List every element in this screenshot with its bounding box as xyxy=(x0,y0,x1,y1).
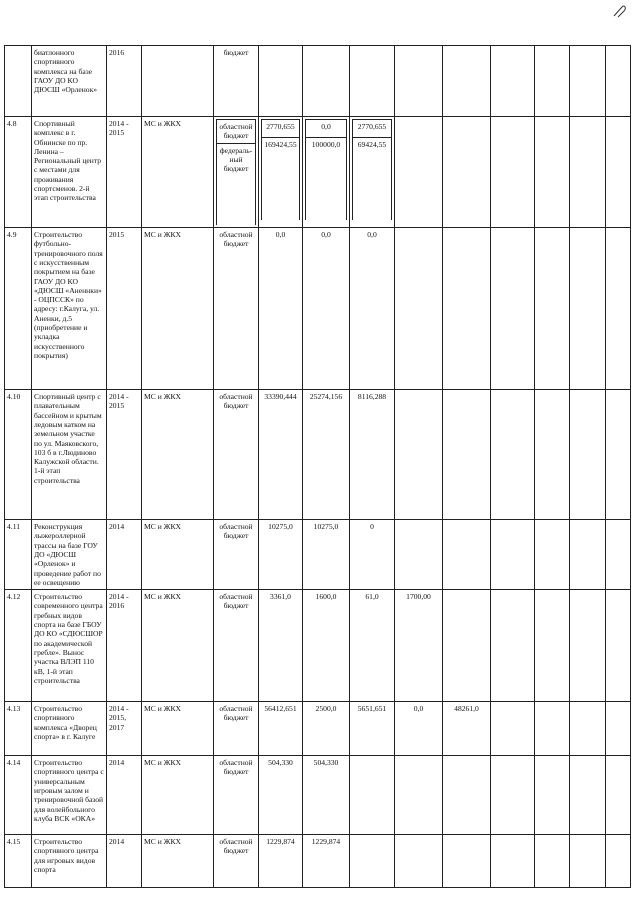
empty-cell xyxy=(535,702,570,756)
amount-value: 0,0 xyxy=(303,228,350,390)
funding-source: федераль-ный бюджет xyxy=(217,143,256,225)
empty-cell xyxy=(606,756,631,835)
funding-source: областной бюджет xyxy=(214,228,259,390)
empty-cell xyxy=(570,590,606,702)
funding-source: областной бюджет xyxy=(214,520,259,590)
amount-value: 61,0 xyxy=(350,590,395,702)
funding-source: бюджет xyxy=(214,46,259,117)
item-name: Строительство современного центра гребных видов спорта на базе ГБОУ ДО КО «СДЮСШОР по академической гребле». Вынос участка ВЛЭП 110 кВ, 1-й этап строительства xyxy=(32,590,107,702)
item-responsible xyxy=(142,46,214,117)
empty-cell xyxy=(570,702,606,756)
item-responsible: МС и ЖКХ xyxy=(142,702,214,756)
item-name: Строительство спортивного центра с универсальным игровым залом и тренировочной базой для волейбольного клуба ВСК «ОКА» xyxy=(32,756,107,835)
table-row xyxy=(5,756,631,835)
amount-value xyxy=(395,117,443,228)
amount-value: 25274,156 xyxy=(303,390,350,520)
item-number xyxy=(5,46,32,117)
empty-cell xyxy=(535,228,570,390)
amount-value xyxy=(443,390,491,520)
item-name: Спортивный центр с плавательным бассейном и крытым ледовым катком на земельном участке по ул. Маяковского, 103 б в г.Людиново Калужской области. 1-й этап строительства xyxy=(32,390,107,520)
empty-cell xyxy=(491,46,535,117)
funding-source: областной бюджет xyxy=(214,756,259,835)
amount-value xyxy=(303,46,350,117)
amount-value: 100000,0 xyxy=(306,138,347,220)
item-number: 4.11 xyxy=(5,520,32,590)
paperclip-icon xyxy=(610,2,628,20)
amount-value: 0,0 xyxy=(306,120,347,138)
amount-value: 10275,0 xyxy=(303,520,350,590)
amount-value: 1229,874 xyxy=(303,835,350,888)
item-v1 xyxy=(259,117,303,228)
amount-value xyxy=(443,835,491,888)
item-period: 2014 xyxy=(107,835,142,888)
table-row xyxy=(5,228,631,390)
empty-cell xyxy=(491,390,535,520)
empty-cell xyxy=(570,756,606,835)
amount-value: 504,330 xyxy=(259,756,303,835)
amount-value: 169424,55 xyxy=(262,138,300,220)
item-number: 4.10 xyxy=(5,390,32,520)
empty-cell xyxy=(570,46,606,117)
table-row xyxy=(5,390,631,520)
empty-cell xyxy=(570,228,606,390)
empty-cell xyxy=(606,117,631,228)
item-responsible: МС и ЖКХ xyxy=(142,117,214,228)
empty-cell xyxy=(491,702,535,756)
amount-value xyxy=(395,756,443,835)
item-number: 4.9 xyxy=(5,228,32,390)
empty-cell xyxy=(570,835,606,888)
item-name: Реконструкция лыжероллерной трассы на базе ГОУ ДО «ДЮСШ «Орленок» и проведение работ по ее освещению xyxy=(32,520,107,590)
item-period: 2014 - 2015 xyxy=(107,117,142,228)
item-number: 4.13 xyxy=(5,702,32,756)
empty-cell xyxy=(535,756,570,835)
amount-value: 0,0 xyxy=(395,702,443,756)
amount-value xyxy=(259,46,303,117)
amount-value: 56412,651 xyxy=(259,702,303,756)
empty-cell xyxy=(606,228,631,390)
table-row xyxy=(5,117,631,228)
empty-cell xyxy=(535,117,570,228)
empty-cell xyxy=(606,702,631,756)
item-responsible: МС и ЖКХ xyxy=(142,590,214,702)
amount-value xyxy=(395,390,443,520)
item-name: Спортивный комплекс в г. Обнинске по пр. Ленина – Региональный центр с местами для проживания спортсменов. 2-й этап строительства xyxy=(32,117,107,228)
item-responsible: МС и ЖКХ xyxy=(142,520,214,590)
empty-cell xyxy=(570,390,606,520)
item-v3 xyxy=(350,117,395,228)
amount-value xyxy=(443,228,491,390)
empty-cell xyxy=(491,590,535,702)
item-responsible: МС и ЖКХ xyxy=(142,756,214,835)
empty-cell xyxy=(491,117,535,228)
amount-value: 1229,874 xyxy=(259,835,303,888)
amount-value: 8116,288 xyxy=(350,390,395,520)
item-period: 2014 xyxy=(107,756,142,835)
empty-cell xyxy=(491,756,535,835)
item-number: 4.14 xyxy=(5,756,32,835)
amount-value xyxy=(443,117,491,228)
item-responsible: МС и ЖКХ xyxy=(142,228,214,390)
amount-value: 69424,55 xyxy=(353,138,392,220)
program-table xyxy=(4,45,631,888)
amount-value: 33390,444 xyxy=(259,390,303,520)
item-period: 2016 xyxy=(107,46,142,117)
table-row xyxy=(5,520,631,590)
amount-value: 0,0 xyxy=(259,228,303,390)
funding-source: областной бюджет xyxy=(214,390,259,520)
empty-cell xyxy=(535,835,570,888)
amount-value: 2770,655 xyxy=(262,120,300,138)
amount-value xyxy=(395,835,443,888)
empty-cell xyxy=(570,520,606,590)
empty-cell xyxy=(535,46,570,117)
amount-value xyxy=(395,520,443,590)
amount-value: 504,330 xyxy=(303,756,350,835)
table-row xyxy=(5,835,631,888)
item-src xyxy=(214,117,259,228)
empty-cell xyxy=(491,228,535,390)
amount-value xyxy=(443,590,491,702)
table-row xyxy=(5,702,631,756)
funding-source: областной бюджет xyxy=(214,590,259,702)
empty-cell xyxy=(535,520,570,590)
amount-value: 3361,0 xyxy=(259,590,303,702)
item-number: 4.8 xyxy=(5,117,32,228)
item-period: 2014 - 2015 xyxy=(107,390,142,520)
funding-source: областной бюджет xyxy=(214,702,259,756)
empty-cell xyxy=(606,835,631,888)
item-name: Строительство спортивного центра для игровых видов спорта xyxy=(32,835,107,888)
empty-cell xyxy=(570,117,606,228)
amount-value: 48261,0 xyxy=(443,702,491,756)
amount-value: 10275,0 xyxy=(259,520,303,590)
amount-value: 0 xyxy=(350,520,395,590)
amount-value: 0,0 xyxy=(350,228,395,390)
amount-value: 1700,00 xyxy=(395,590,443,702)
item-period: 2014 - 2015, 2017 xyxy=(107,702,142,756)
empty-cell xyxy=(606,520,631,590)
empty-cell xyxy=(535,590,570,702)
amount-value: 5651,651 xyxy=(350,702,395,756)
amount-value xyxy=(443,46,491,117)
item-period: 2015 xyxy=(107,228,142,390)
empty-cell xyxy=(606,390,631,520)
table-row xyxy=(5,46,631,117)
item-period: 2014 - 2016 xyxy=(107,590,142,702)
item-responsible: МС и ЖКХ xyxy=(142,390,214,520)
empty-cell xyxy=(491,520,535,590)
item-period: 2014 xyxy=(107,520,142,590)
item-name: биатлонного спортивного комплекса на базе ГАОУ ДО КО ДЮСШ «Орленок» xyxy=(32,46,107,117)
amount-value: 2500,0 xyxy=(303,702,350,756)
item-v2 xyxy=(303,117,350,228)
amount-value xyxy=(395,46,443,117)
amount-value xyxy=(395,228,443,390)
amount-value xyxy=(350,756,395,835)
amount-value xyxy=(350,835,395,888)
amount-value: 1600,0 xyxy=(303,590,350,702)
funding-source: областной бюджет xyxy=(214,835,259,888)
empty-cell xyxy=(535,390,570,520)
empty-cell xyxy=(606,46,631,117)
item-name: Строительство спортивного комплекса «Дворец спорта» в г. Калуге xyxy=(32,702,107,756)
item-name: Строительство футбольно-тренировочного поля с искусственным покрытием на базе ГАОУ ДО КО «ДЮСШ «Аненнки» - ОЦПССК» по адресу: г.Калуга, ул. Аненки, д.5 (приобретение и укладка искусственного покрытия) xyxy=(32,228,107,390)
item-number: 4.12 xyxy=(5,590,32,702)
empty-cell xyxy=(491,835,535,888)
amount-value: 2770,655 xyxy=(353,120,392,138)
amount-value xyxy=(350,46,395,117)
empty-cell xyxy=(606,590,631,702)
amount-value xyxy=(443,756,491,835)
item-responsible: МС и ЖКХ xyxy=(142,835,214,888)
funding-source: областной бюджет xyxy=(217,120,256,144)
item-number: 4.15 xyxy=(5,835,32,888)
amount-value xyxy=(443,520,491,590)
table-row xyxy=(5,590,631,702)
